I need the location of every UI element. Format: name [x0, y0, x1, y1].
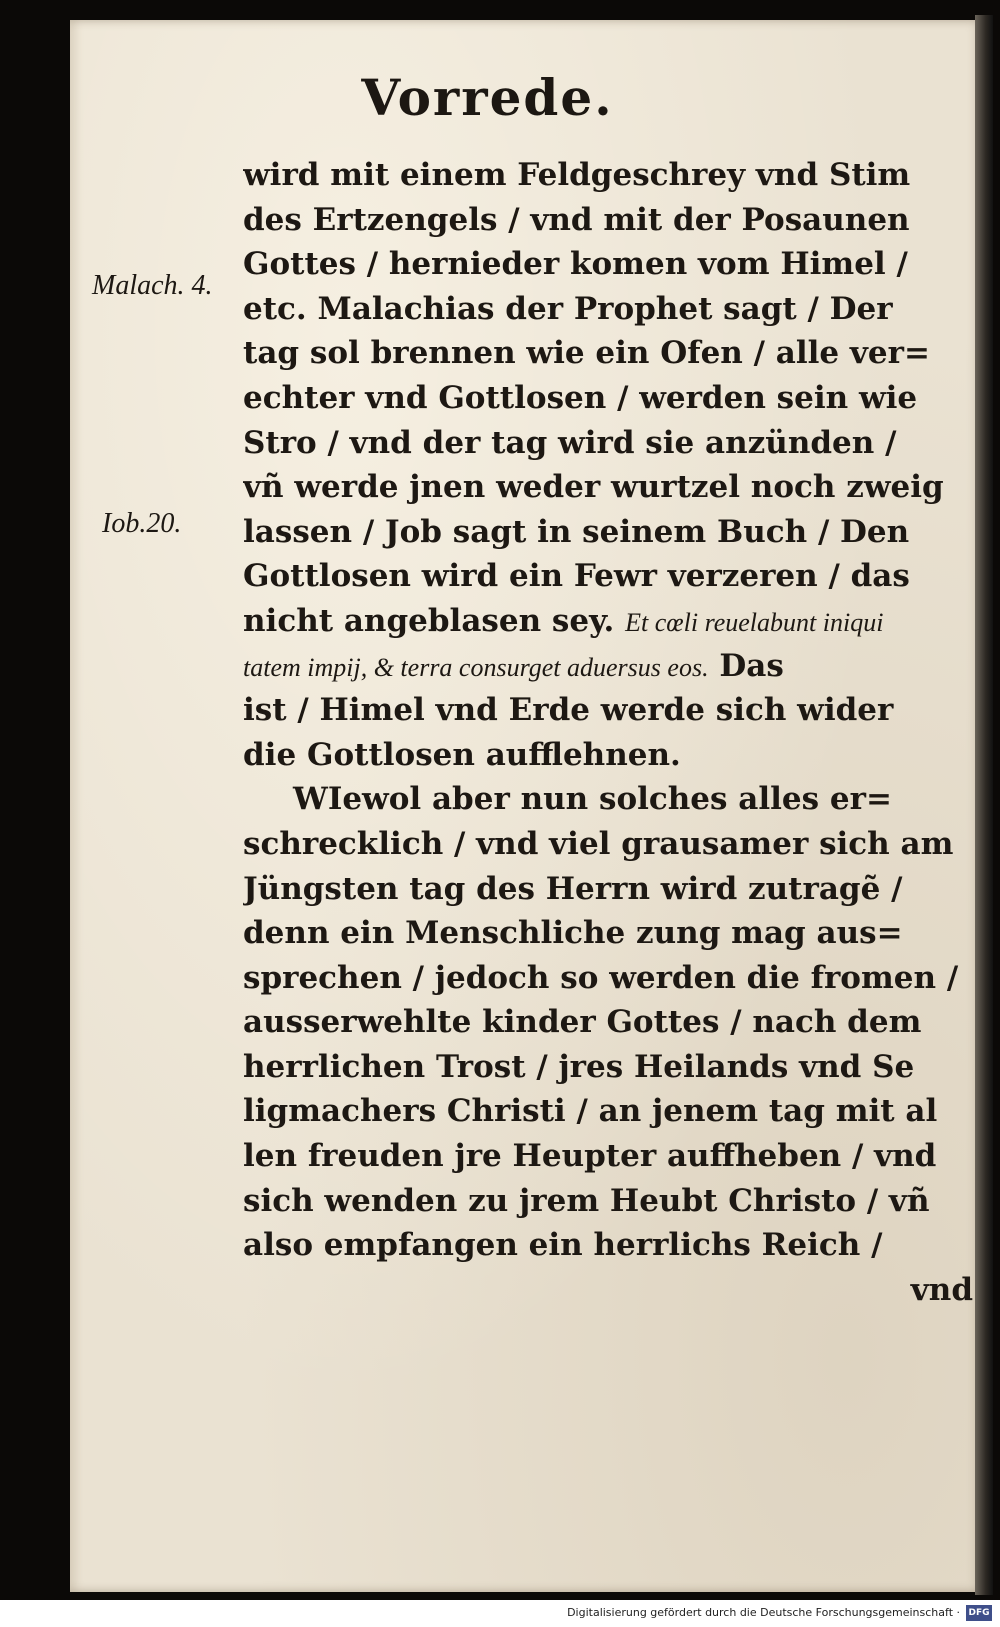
text-line-8: vñ werde jnen weder wurtzel noch zweig: [243, 469, 944, 506]
text-line-11: [243, 599, 983, 644]
text-line-6: echter vnd Gottlosen / werden sein wie: [243, 379, 918, 416]
text-line-7: Stro / vnd der tag wird sie anzünden /: [243, 424, 897, 461]
latin-inline-1: Et cœli reuelabunt iniqui: [625, 607, 884, 637]
text-line-1: wird mit einem Feldgeschrey vnd Stim: [243, 157, 911, 193]
text-line-3: Gottes / hernieder komen vom Himel /: [243, 246, 908, 283]
text-line-25: also empfangen ein herrlichs Reich /: [243, 1227, 883, 1264]
text-line-20: ausserwehlte kinder Gottes / nach dem: [243, 1004, 922, 1041]
text-line-10: Gottlosen wird ein Fewr verzeren / das: [243, 558, 910, 595]
text-line-22: ligmachers Christi / an jenem tag mit al: [243, 1093, 938, 1130]
text-line-12-german: Das: [719, 647, 784, 684]
text-line-17: Jüngsten tag des Herrn wird zutragẽ /: [243, 870, 903, 907]
text-line-2: des Ertzengels / vnd mit der Posaunen: [243, 201, 910, 238]
book-fore-edge: [975, 15, 993, 1595]
text-line-18: denn ein Menschliche zung mag aus=: [243, 915, 903, 952]
page-title: Vorrede.: [361, 68, 614, 127]
text-line-16: schrecklich / vnd viel grausamer sich am: [243, 825, 954, 862]
body-text: [243, 153, 983, 1312]
catchword: vnd: [910, 1271, 973, 1308]
book-page: [70, 20, 985, 1592]
footer-credit: Digitalisierung gefördert durch die Deutsche Forschungsgemeinschaft ·: [567, 1606, 960, 1619]
text-line-11-german: nicht angeblasen sey.: [243, 602, 615, 639]
text-line-12: [243, 644, 983, 689]
latin-inline-2: tatem impij, & terra consurget aduersus eos.: [243, 652, 709, 682]
text-line-24: sich wenden zu jrem Heubt Christo / vñ: [243, 1182, 930, 1219]
text-line-9: lassen / Job sagt in seinem Buch / Den: [243, 513, 910, 550]
text-line-5: tag sol brennen wie ein Ofen / alle ver=: [243, 335, 930, 372]
footer-bar: [0, 1600, 1000, 1627]
text-line-13: ist / Himel vnd Erde werde sich wider: [243, 692, 894, 729]
marginal-note-malach: Malach. 4.: [92, 270, 213, 301]
text-line-19: sprechen / jedoch so werden die fromen /: [243, 959, 959, 996]
marginal-note-iob: Iob.20.: [102, 508, 182, 539]
text-line-23: len freuden jre Heupter auffheben / vnd: [243, 1138, 937, 1175]
text-line-14: die Gottlosen aufflehnen.: [243, 736, 681, 773]
text-line-21: herrlichen Trost / jres Heilands vnd Se: [243, 1048, 915, 1085]
text-line-15: WIewol aber nun solches alles er=: [293, 781, 892, 818]
dfg-logo-icon: DFG: [966, 1605, 992, 1621]
text-line-4: etc. Malachias der Prophet sagt / Der: [243, 290, 893, 327]
